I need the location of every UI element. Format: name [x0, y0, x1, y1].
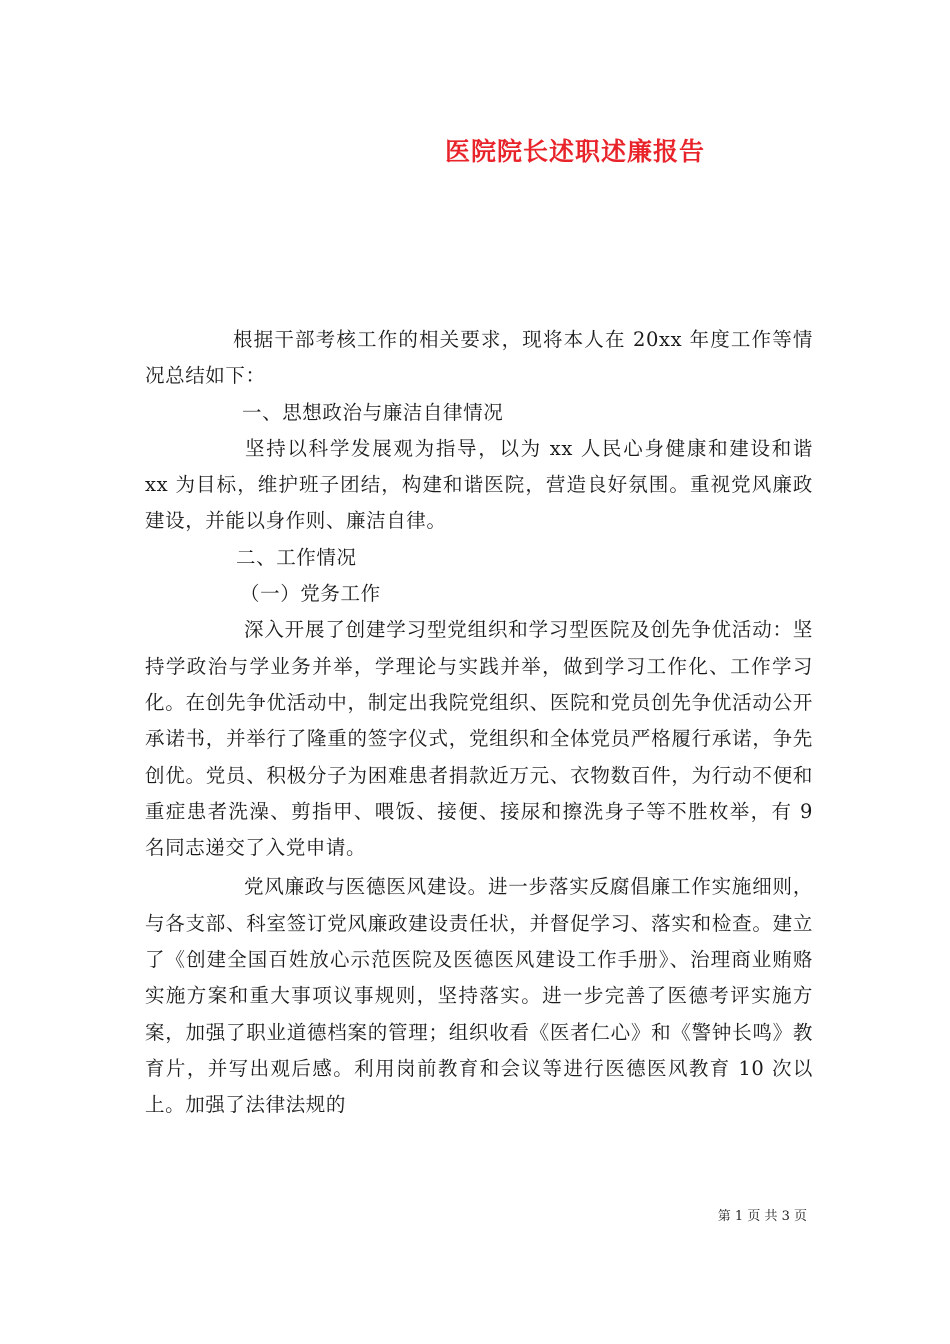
- subsection-heading-party-work: （一）党务工作: [240, 582, 381, 606]
- party-work-paragraph: 深入开展了创建学习型党组织和学习型医院及创先争优活动：坚持学政治与学业务并举，学理论与实践并举，做到学习工作化、工作学习化。在创先争优活动中，制定出我院党组织、医院和党员创先争优活动公开承诺书，并举行了隆重的签字仪式，党组织和全体党员严格履行承诺，争先创优。党员、积极分子为困难患者捐款近万元、衣物数百件，为行动不便和重症患者洗澡、剪指甲、喂饭、接便、接尿和擦洗身子等不胜枚举，有 9 名同志递交了入党申请。: [145, 618, 813, 860]
- section-heading-1: 一、思想政治与廉洁自律情况: [242, 400, 504, 424]
- section-1-paragraph: 坚持以科学发展观为指导，以为 xx 人民心身健康和建设和谐 xx 为目标，维护班子团结，构建和谐医院，营造良好氛围。重视党风廉政建设，并能以身作则、廉洁自律。: [145, 436, 813, 533]
- intro-paragraph: 根据干部考核工作的相关要求，现将本人在 20xx 年度工作等情况总结如下：: [145, 328, 813, 388]
- integrity-ethics-paragraph: 党风廉政与医德医风建设。进一步落实反腐倡廉工作实施细则，与各支部、科室签订党风廉政建设责任状，并督促学习、落实和检查。建立了《创建全国百姓放心示范医院及医德医风建设工作手册》、治理商业贿赂实施方案和重大事项议事规则，坚持落实。进一步完善了医德考评实施方案，加强了职业道德档案的管理；组织收看《医者仁心》和《警钟长鸣》教育片，并写出观后感。利用岗前教育和会议等进行医德医风教育 10 次以上。加强了法律法规的: [145, 875, 813, 1117]
- section-heading-2: 二、工作情况: [236, 545, 357, 569]
- page-number-footer: 第 1 页 共 3 页: [717, 1209, 807, 1224]
- document-title: 医院院长述职述廉报告: [444, 137, 705, 166]
- document-body: [145, 322, 813, 1124]
